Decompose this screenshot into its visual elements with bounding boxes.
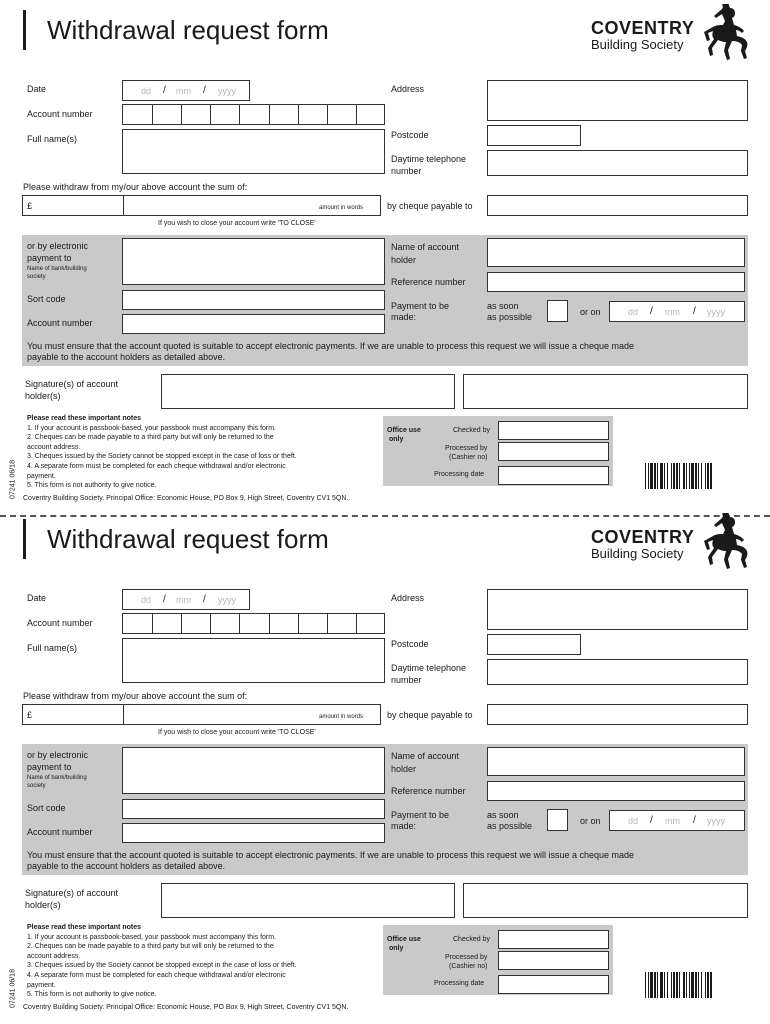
note-item: 5. This form is not authority to give notice. — [27, 482, 157, 490]
payment-timing-label: Payment to be — [391, 810, 450, 820]
barcode-bar — [683, 463, 685, 489]
bank-name-hint: Name of bank/building — [27, 266, 87, 272]
checked-by-field[interactable] — [498, 421, 609, 440]
barcode-bar — [673, 972, 675, 998]
barcode-bar — [650, 972, 653, 998]
daytime-telephone-label-line2: number — [391, 675, 422, 685]
date-yyyy-placeholder: yyyy — [707, 816, 725, 826]
sort-code-label: Sort code — [27, 803, 66, 813]
logo-subtitle: Building Society — [591, 37, 684, 52]
reference-number-field[interactable] — [487, 272, 745, 292]
daytime-telephone-label: Daytime telephone — [391, 154, 467, 164]
horse-rider-logo-icon — [700, 4, 754, 64]
processed-by-label-line2: (Cashier no) — [449, 963, 488, 970]
amount-field[interactable] — [22, 195, 381, 216]
note-item: 1. If your account is passbook-based, your passbook must accompany this form. — [27, 933, 277, 941]
title-accent-bar — [23, 519, 26, 559]
barcode-bar — [654, 463, 656, 489]
processing-date-label: Processing date — [434, 980, 485, 987]
as-soon-label-line2: as possible — [487, 312, 533, 322]
date-mm-placeholder: mm — [665, 816, 680, 826]
bank-name-field[interactable] — [122, 238, 385, 285]
important-notes — [27, 414, 377, 491]
barcode-bar — [686, 463, 687, 489]
withdraw-instruction: Please withdraw from my/our above account the sum of: — [23, 691, 248, 701]
daytime-telephone-label: Daytime telephone — [391, 663, 467, 673]
barcode-bar — [689, 972, 690, 998]
date-dd-placeholder: dd — [141, 595, 152, 605]
horse-rider-logo-icon — [700, 513, 754, 573]
date-mm-placeholder: mm — [665, 307, 680, 317]
title-accent-bar — [23, 10, 26, 50]
electronic-account-number-label: Account number — [27, 318, 93, 328]
electronic-label: or by electronic — [27, 241, 89, 251]
reference-number-label: Reference number — [391, 277, 466, 287]
amount-divider — [123, 705, 124, 724]
processed-by-field[interactable] — [498, 442, 609, 461]
as-soon-label-line2: as possible — [487, 821, 533, 831]
barcode-bar — [701, 463, 702, 489]
signature-field-2[interactable] — [463, 883, 748, 918]
postcode-label: Postcode — [391, 130, 429, 140]
account-holder-label-line2: holder — [391, 255, 417, 265]
checked-by-label: Checked by — [453, 427, 490, 434]
postcode-label: Postcode — [391, 639, 429, 649]
account-holder-label-line2: holder — [391, 764, 417, 774]
barcode-bar — [645, 972, 646, 998]
barcode-bar — [679, 463, 680, 489]
barcode-bar — [695, 463, 697, 489]
office-use-label: Office use — [387, 427, 421, 434]
address-field[interactable] — [487, 80, 748, 121]
note-item: payment. — [27, 472, 56, 480]
cheque-payee-field[interactable] — [487, 195, 748, 216]
barcode-bar — [691, 463, 694, 489]
full-names-field[interactable] — [122, 129, 385, 174]
amount-field[interactable] — [22, 704, 381, 725]
close-account-note: If you wish to close your account write 'TO CLOSE' — [158, 220, 316, 227]
barcode-bar — [676, 463, 678, 489]
signature-label: Signature(s) of account — [25, 888, 119, 898]
office-use-panel — [383, 925, 613, 995]
office-use-label-line2: only — [389, 945, 404, 952]
processing-date-label: Processing date — [434, 471, 485, 478]
note-item: 4. A separate form must be completed for each cheque withdrawal and/or electronic — [27, 971, 286, 979]
office-use-label-line2: only — [389, 436, 404, 443]
barcode-bar — [695, 972, 697, 998]
notes-title: Please read these important notes — [27, 924, 141, 931]
full-names-label: Full name(s) — [27, 643, 78, 653]
barcode-bar — [689, 463, 690, 489]
barcode-bar — [667, 463, 668, 489]
barcode-bar — [650, 463, 653, 489]
barcode — [645, 463, 745, 489]
withdrawal-form-top — [0, 0, 770, 509]
checked-by-label: Checked by — [453, 936, 490, 943]
or-on-label: or on — [580, 816, 601, 826]
postcode-field[interactable] — [487, 125, 581, 146]
ensure-suitable-text: You must ensure that the account quoted is suitable to accept electronic payments. If we are unable to process this request we will issue a cheque made — [27, 341, 635, 351]
signature-field-2[interactable] — [463, 374, 748, 409]
footer-address: Coventry Building Society. Principal Office: Economic House, PO Box 9, High Street, Coventry CV1 5QN. — [23, 1004, 349, 1011]
account-number-label: Account number — [27, 618, 93, 628]
account-holder-label: Name of account — [391, 242, 460, 252]
date-field[interactable] — [122, 589, 250, 610]
account-number-field[interactable] — [122, 104, 385, 125]
sort-code-label: Sort code — [27, 294, 66, 304]
bank-name-hint-line2: society — [27, 783, 46, 789]
signature-label-line2: holder(s) — [25, 391, 61, 401]
full-names-field[interactable] — [122, 638, 385, 683]
electronic-label-line2: payment to — [27, 253, 72, 263]
form-code: 07241 06/18 — [9, 969, 17, 1008]
barcode-bar — [707, 463, 709, 489]
form-title: Withdrawal request form — [47, 524, 329, 554]
form-title: Withdrawal request form — [47, 15, 329, 45]
note-item: account address. — [27, 952, 81, 960]
date-separator: / — [163, 85, 166, 96]
account-number-field[interactable] — [122, 613, 385, 634]
bank-name-field[interactable] — [122, 747, 385, 794]
date-separator: / — [650, 815, 653, 826]
payment-date-field[interactable] — [609, 301, 745, 322]
bank-name-hint: Name of bank/building — [27, 775, 87, 781]
pound-sign: £ — [27, 201, 33, 211]
barcode-bar — [660, 463, 663, 489]
account-holder-label: Name of account — [391, 751, 460, 761]
reference-number-field[interactable] — [487, 781, 745, 801]
amount-in-words-hint: amount in words — [319, 205, 364, 211]
withdraw-instruction: Please withdraw from my/our above account the sum of: — [23, 182, 248, 192]
barcode-bar — [673, 463, 675, 489]
form-code: 07241 06/18 — [9, 460, 17, 499]
address-field[interactable] — [487, 589, 748, 630]
barcode-bar — [645, 463, 646, 489]
ensure-suitable-text-line2: payable to the account holders as detailed above. — [27, 861, 226, 871]
barcode-bar — [660, 972, 663, 998]
sort-code-field[interactable] — [122, 290, 385, 310]
electronic-label-line2: payment to — [27, 762, 72, 772]
signature-label: Signature(s) of account — [25, 379, 119, 389]
daytime-telephone-field[interactable] — [487, 659, 748, 685]
barcode-bar — [679, 972, 680, 998]
amount-divider — [123, 196, 124, 215]
note-item: 4. A separate form must be completed for each cheque withdrawal and/or electronic — [27, 462, 286, 470]
barcode-bar — [710, 463, 712, 489]
date-dd-placeholder: dd — [141, 86, 152, 96]
date-dd-placeholder: dd — [628, 307, 639, 317]
date-mm-placeholder: mm — [176, 595, 191, 605]
daytime-telephone-field[interactable] — [487, 150, 748, 176]
ensure-suitable-text: You must ensure that the account quoted is suitable to accept electronic payments. If we are unable to process this request we will issue a cheque made — [27, 850, 635, 860]
address-label: Address — [391, 593, 425, 603]
as-soon-label: as soon — [487, 810, 519, 820]
bank-name-hint-line2: society — [27, 274, 46, 280]
processed-by-field[interactable] — [498, 951, 609, 970]
barcode — [645, 972, 745, 998]
reference-number-label: Reference number — [391, 786, 466, 796]
note-item: 2. Cheques can be made payable to a third party but will only be returned to the — [27, 434, 274, 442]
note-item: 3. Cheques issued by the Society cannot be stopped except in the case of loss or theft. — [27, 962, 297, 970]
sort-code-field[interactable] — [122, 799, 385, 819]
barcode-bar — [671, 463, 672, 489]
processed-by-label: Processed by — [445, 445, 488, 452]
or-on-label: or on — [580, 307, 601, 317]
electronic-account-number-label: Account number — [27, 827, 93, 837]
date-separator: / — [693, 306, 696, 317]
as-soon-checkbox[interactable] — [547, 300, 568, 322]
date-separator: / — [650, 306, 653, 317]
processing-date-field[interactable] — [498, 975, 609, 994]
electronic-account-number-field[interactable] — [122, 823, 385, 843]
date-dd-placeholder: dd — [628, 816, 639, 826]
payment-timing-label: Payment to be — [391, 301, 450, 311]
electronic-account-number-field[interactable] — [122, 314, 385, 334]
signature-field-1[interactable] — [161, 883, 455, 918]
barcode-bar — [676, 972, 678, 998]
barcode-bar — [698, 463, 699, 489]
footer-address: Coventry Building Society. Principal Office: Economic House, PO Box 9, High Street, Coventry CV1 5QN. — [23, 495, 349, 502]
signature-field-1[interactable] — [161, 374, 455, 409]
logo-wordmark: COVENTRY — [591, 18, 695, 38]
note-item: payment. — [27, 981, 56, 989]
by-cheque-label: by cheque payable to — [387, 201, 473, 211]
note-item: 3. Cheques issued by the Society cannot be stopped except in the case of loss or theft. — [27, 453, 297, 461]
barcode-bar — [657, 972, 658, 998]
barcode-bar — [691, 972, 694, 998]
barcode-bar — [671, 972, 672, 998]
processing-date-field[interactable] — [498, 466, 609, 485]
checked-by-field[interactable] — [498, 930, 609, 949]
payment-date-field[interactable] — [609, 810, 745, 831]
note-item: 1. If your account is passbook-based, your passbook must accompany this form. — [27, 424, 277, 432]
note-item: 5. This form is not authority to give notice. — [27, 991, 157, 999]
date-yyyy-placeholder: yyyy — [218, 86, 236, 96]
barcode-bar — [686, 972, 687, 998]
barcode-bar — [667, 972, 668, 998]
processed-by-label: Processed by — [445, 954, 488, 961]
note-item: account address. — [27, 443, 81, 451]
pound-sign: £ — [27, 710, 33, 720]
date-label: Date — [27, 593, 47, 603]
note-item: 2. Cheques can be made payable to a third party but will only be returned to the — [27, 943, 274, 951]
barcode-bar — [657, 463, 658, 489]
barcode-bar — [698, 972, 699, 998]
date-label: Date — [27, 84, 47, 94]
barcode-bar — [705, 972, 706, 998]
office-use-label: Office use — [387, 936, 421, 943]
withdrawal-form-bottom — [0, 509, 770, 1018]
barcode-bar — [701, 972, 702, 998]
notes-title: Please read these important notes — [27, 415, 141, 422]
barcode-bar — [648, 972, 649, 998]
barcode-bar — [664, 972, 665, 998]
as-soon-checkbox[interactable] — [547, 809, 568, 831]
cheque-payee-field[interactable] — [487, 704, 748, 725]
barcode-bar — [707, 972, 709, 998]
electronic-label: or by electronic — [27, 750, 89, 760]
barcode-bar — [648, 463, 649, 489]
barcode-bar — [710, 972, 712, 998]
date-field[interactable] — [122, 80, 250, 101]
as-soon-label: as soon — [487, 301, 519, 311]
logo-subtitle: Building Society — [591, 546, 684, 561]
account-holder-field[interactable] — [487, 238, 745, 267]
postcode-field[interactable] — [487, 634, 581, 655]
date-yyyy-placeholder: yyyy — [707, 307, 725, 317]
date-mm-placeholder: mm — [176, 86, 191, 96]
by-cheque-label: by cheque payable to — [387, 710, 473, 720]
address-label: Address — [391, 84, 425, 94]
full-names-label: Full name(s) — [27, 134, 78, 144]
important-notes — [27, 923, 377, 1000]
barcode-bar — [664, 463, 665, 489]
signature-label-line2: holder(s) — [25, 900, 61, 910]
processed-by-label-line2: (Cashier no) — [449, 454, 488, 461]
close-account-note: If you wish to close your account write 'TO CLOSE' — [158, 729, 316, 736]
logo-wordmark: COVENTRY — [591, 527, 695, 547]
date-separator: / — [163, 594, 166, 605]
office-use-panel — [383, 416, 613, 486]
payment-timing-label-line2: made: — [391, 821, 417, 831]
amount-in-words-hint: amount in words — [319, 714, 364, 720]
daytime-telephone-label-line2: number — [391, 166, 422, 176]
barcode-bar — [705, 463, 706, 489]
date-separator: / — [693, 815, 696, 826]
ensure-suitable-text-line2: payable to the account holders as detailed above. — [27, 352, 226, 362]
account-holder-field[interactable] — [487, 747, 745, 776]
date-yyyy-placeholder: yyyy — [218, 595, 236, 605]
barcode-bar — [654, 972, 656, 998]
date-separator: / — [203, 594, 206, 605]
account-number-label: Account number — [27, 109, 93, 119]
payment-timing-label-line2: made: — [391, 312, 417, 322]
date-separator: / — [203, 85, 206, 96]
barcode-bar — [683, 972, 685, 998]
